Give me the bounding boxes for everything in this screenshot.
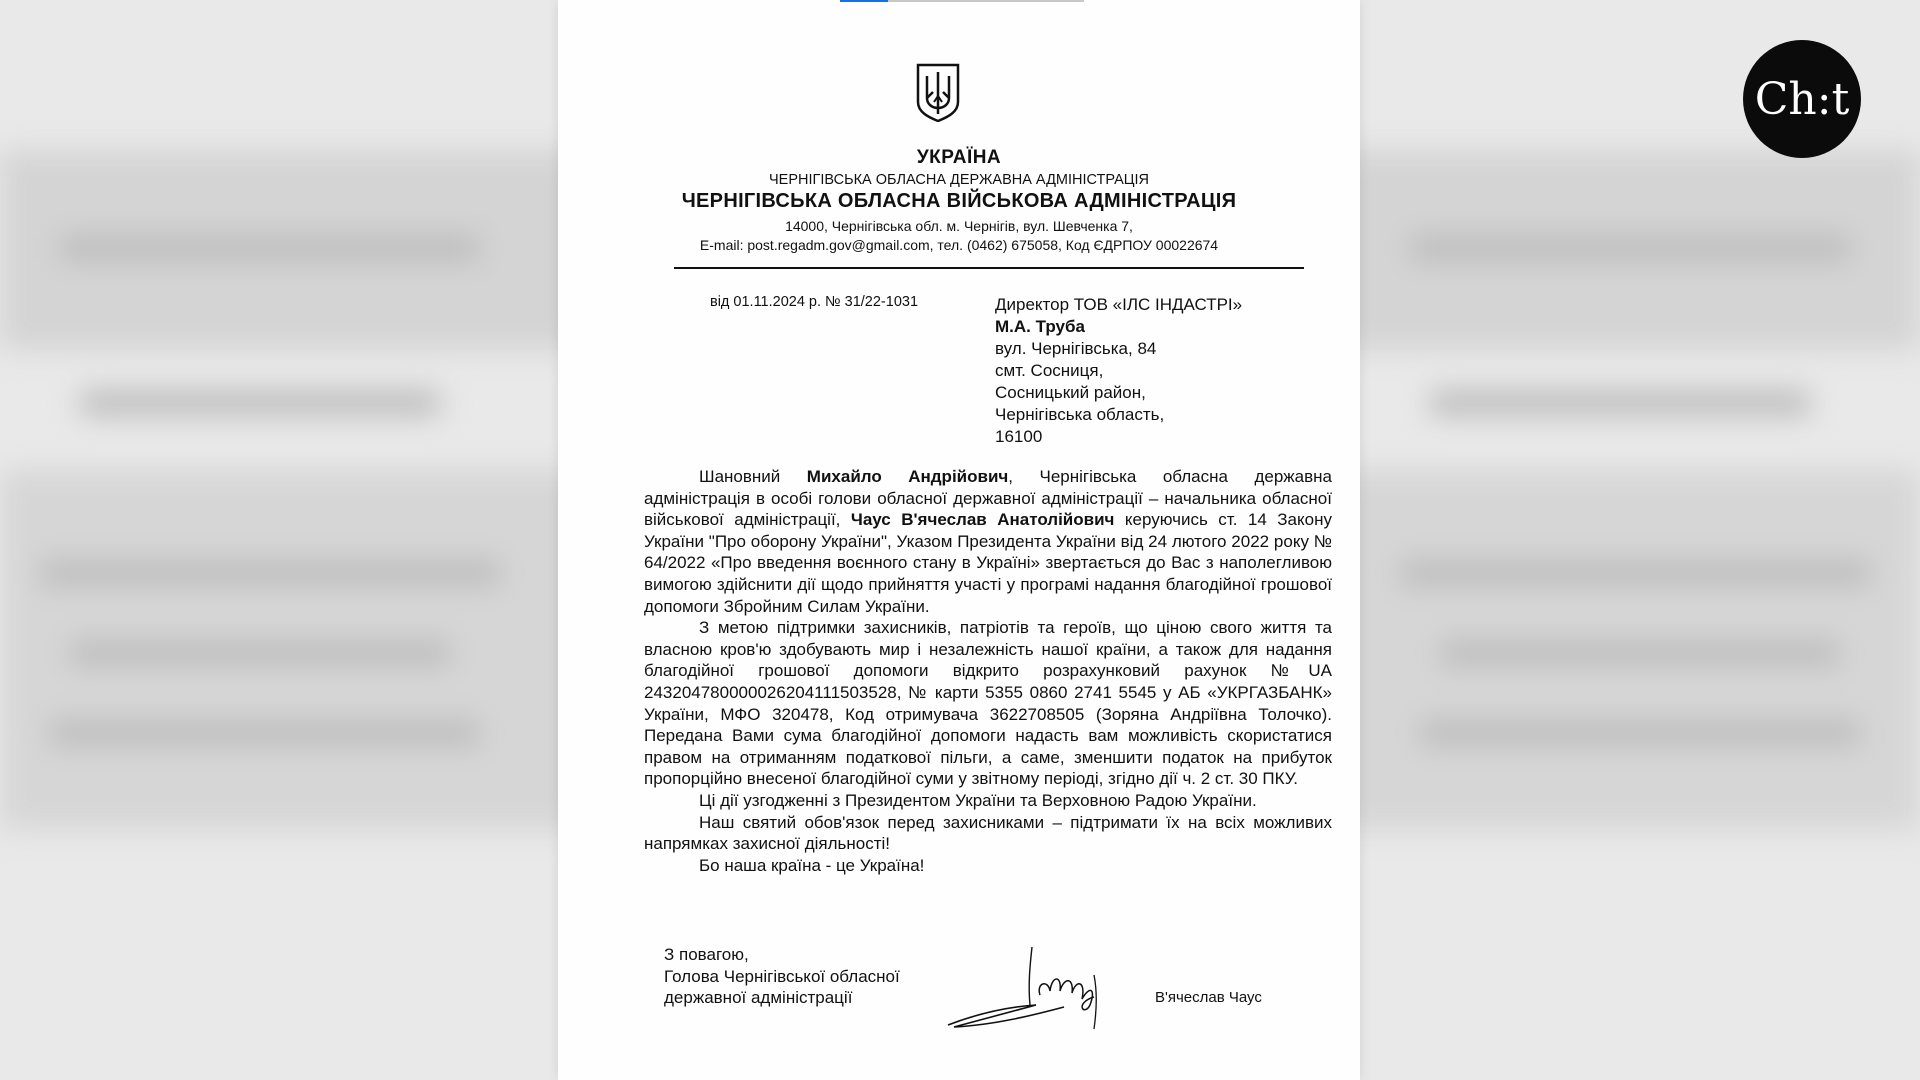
letterhead-ova: ЧЕРНІГІВСЬКА ОБЛАСНА ВІЙСЬКОВА АДМІНІСТРАЦІЯ — [681, 190, 1237, 212]
signer-position-line1: Голова Чернігівської обласної — [664, 966, 900, 986]
letterhead-oda: ЧЕРНІГІВСЬКА ОБЛАСНА ДЕРЖАВНА АДМІНІСТРАЦІЯ — [769, 172, 1149, 188]
recipient-name: М.А. Труба — [995, 317, 1085, 336]
body-paragraph — [644, 466, 1332, 617]
letter-body — [644, 466, 1332, 876]
letterhead-address: 14000, Чернігівська обл. м. Чернігів, вул. Шевченка 7, — [785, 218, 1133, 234]
body-paragraph: Наш святий обов'язок перед захисниками – підтримати їх на всіх можливих напрямках захисної діяльності! — [644, 812, 1332, 854]
progress-bar-accent — [840, 0, 888, 2]
letterhead-divider — [674, 267, 1304, 269]
trident-coat-of-arms-icon — [915, 62, 961, 122]
letterhead-contacts: E-mail: post.regadm.gov@gmail.com, тел. (0462) 675058, Код ЄДРПОУ 00022674 — [699, 237, 1219, 253]
letter-document — [558, 0, 1360, 1080]
signer-position-line2: державної адміністрації — [664, 988, 853, 1007]
body-text-span: керуючись ст. 14 Закону України "Про оборону України", Указом Президента України від 24 лютого 2022 року № 64/2022 «Про введення воєнного стану в Україні» звертається до Вас з наполегливою вимогою здійснити дії щодо прийняття участі у програмі надання благодійної грошової допомоги Збройним Силам України. — [644, 510, 1332, 616]
handwritten-signature — [944, 945, 1110, 1031]
letter-reference: від 01.11.2024 р. № 31/22-1031 — [710, 294, 919, 310]
addressee-name: Михайло Андрійович — [806, 467, 1009, 486]
closing: З повагою, — [664, 945, 749, 964]
progress-bar-track — [888, 0, 1084, 2]
signer-name: В'ячеслав Чаус — [1155, 989, 1262, 1006]
body-text-span: , Чернігівська обласна державна адміністрація в особі голови обласної державної адміністрації – начальника обласної військової адміністрації, — [644, 467, 1332, 530]
body-paragraph: З метою підтримки захисників, патріотів та героїв, що ціною свого життя та власною кров'ю здобувають мир і незалежність нашої країни, а також для надання благодійної грошової допомоги відкрито розрахунковий рахунок №UA 243204780000026204111503528, № карти 5355 0860 2741 5545 у АБ «УКРГАЗБАНК» України, МФО 320478, Код отримувача 3622708505 (Зоряна Андріївна Толочко). Передана Вами сума благодійної допомоги надасть вам можливість скористатися правом на отриманням податкової пільги, а саме, зменшити податок на прибуток пропорційно внесеної благодійної суми у звітному періоді, згідно дії ч. 2 ст. 30 ПКУ. — [644, 618, 1332, 789]
recipient-title: Директор ТОВ «ІЛС ІНДАСТРІ» — [995, 295, 1243, 314]
body-paragraph: Бо наша країна - це Україна! — [699, 855, 925, 875]
recipient-block — [995, 294, 1242, 448]
body-paragraph: Ці дії узгодженні з Президентом України та Верховною Радою України. — [699, 790, 1257, 810]
signature-block — [664, 944, 900, 1009]
body-text-span: Шановний — [699, 467, 807, 486]
recipient-town: смт. Сосниця, — [995, 361, 1104, 380]
recipient-street: вул. Чернігівська, 84 — [995, 339, 1157, 358]
recipient-district: Сосницький район, — [995, 383, 1146, 402]
recipient-region: Чернігівська область, — [995, 405, 1165, 424]
letterhead-country: УКРАЇНА — [916, 147, 1002, 168]
head-name: Чаус В'ячеслав Анатолійович — [850, 510, 1115, 530]
channel-logo: Ch:t — [1743, 40, 1861, 158]
recipient-postcode: 16100 — [995, 427, 1043, 446]
